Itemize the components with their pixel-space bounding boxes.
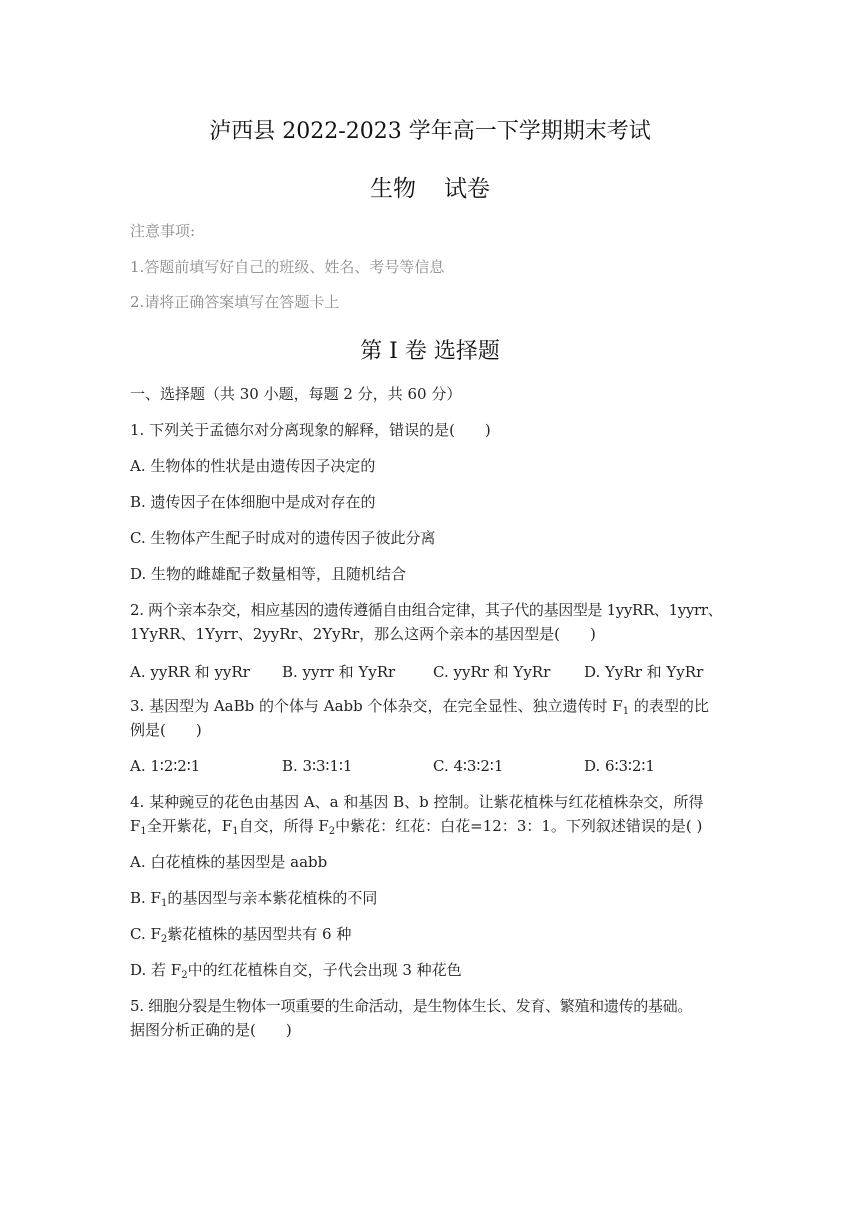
question-2-option-b: B. yyrr 和 YyRr <box>282 663 396 681</box>
question-2-option-d: D. YyRr 和 YyRr <box>584 663 704 681</box>
question-3-option-d: D. 6∶3∶2∶1 <box>584 757 655 775</box>
question-4-option-a: A. 白花植株的基因型是 aabb <box>130 853 328 871</box>
question-1-option-a: A. 生物体的性状是由遗传因子决定的 <box>130 457 376 475</box>
question-5-stem-line1: 5. 细胞分裂是生物体一项重要的生命活动，是生物体生长、发育、繁殖和遗传的基础。 <box>130 997 693 1015</box>
subject-label: 生物 <box>370 176 416 202</box>
section-title: 第 I 卷 选择题 <box>360 339 500 364</box>
question-1-option-c: C. 生物体产生配子时成对的遗传因子彼此分离 <box>130 529 436 547</box>
question-3-options <box>130 757 750 775</box>
question-4-stem-line1: 4. 某种豌豆的花色由基因 A、a 和基因 B、b 控制。让紫花植株与红花植株杂交，所得 <box>130 793 704 811</box>
question-1-stem: 1. 下列关于孟德尔对分离现象的解释，错误的是( ) <box>130 421 491 439</box>
question-2-stem-line1: 2. 两个亲本杂交，相应基因的遗传遵循自由组合定律，其子代的基因型是 1yyRR、1yyrr、 <box>130 601 723 619</box>
question-4-stem-line2: $F_1$全开紫花，$F_1$自交，所得 $F_2$中紫花：红花：白花=12：3：1。下列叙述错误的是( ) <box>130 817 703 837</box>
note-item: 2.请将正确答案填写在答题卡上 <box>130 293 340 311</box>
question-3-stem-line1: 3. 基因型为 AaBb 的个体与 Aabb 个体杂交，在完全显性、独立遗传时 $F_1$ 的表型的比 <box>130 697 709 717</box>
question-1-option-b: B. 遗传因子在体细胞中是成对存在的 <box>130 493 376 511</box>
question-2-option-a: A. yyRR 和 yyRr <box>130 663 250 681</box>
question-2-option-c: C. yyRr 和 YyRr <box>433 663 551 681</box>
question-2-options <box>130 661 750 682</box>
question-4-option-b: B. $F_1$的基因型与亲本紫花植株的不同 <box>130 889 378 909</box>
question-2-stem-line2: 1YyRR、1Yyrr、2yyRr、2YyRr，那么这两个亲本的基因型是( ) <box>130 625 596 643</box>
part-heading: 一、选择题（共 30 小题，每题 2 分，共 60 分） <box>130 385 462 403</box>
notes-heading: 注意事项: <box>130 222 196 240</box>
exam-subtitle <box>0 170 860 203</box>
question-4-option-c: C. $F_2$紫花植株的基因型共有 6 种 <box>130 925 352 945</box>
exam-title: 泸西县 2022-2023 学年高一下学期期末考试 <box>209 119 651 144</box>
question-3-option-a: A. 1∶2∶2∶1 <box>130 757 201 775</box>
question-3-stem-line2: 例是( ) <box>130 721 202 739</box>
question-5-stem-line2: 据图分析正确的是( ) <box>130 1021 292 1039</box>
question-4-option-d: D. 若 $F_2$中的红花植株自交，子代会出现 3 种花色 <box>130 961 462 981</box>
question-1-option-d: D. 生物的雌雄配子数量相等，且随机结合 <box>130 565 407 583</box>
question-3-option-b: B. 3∶3∶1∶1 <box>282 757 353 775</box>
question-3-option-c: C. 4∶3∶2∶1 <box>433 757 504 775</box>
note-item: 1.答题前填写好自己的班级、姓名、考号等信息 <box>130 258 445 276</box>
paper-label: 试卷 <box>444 176 490 202</box>
